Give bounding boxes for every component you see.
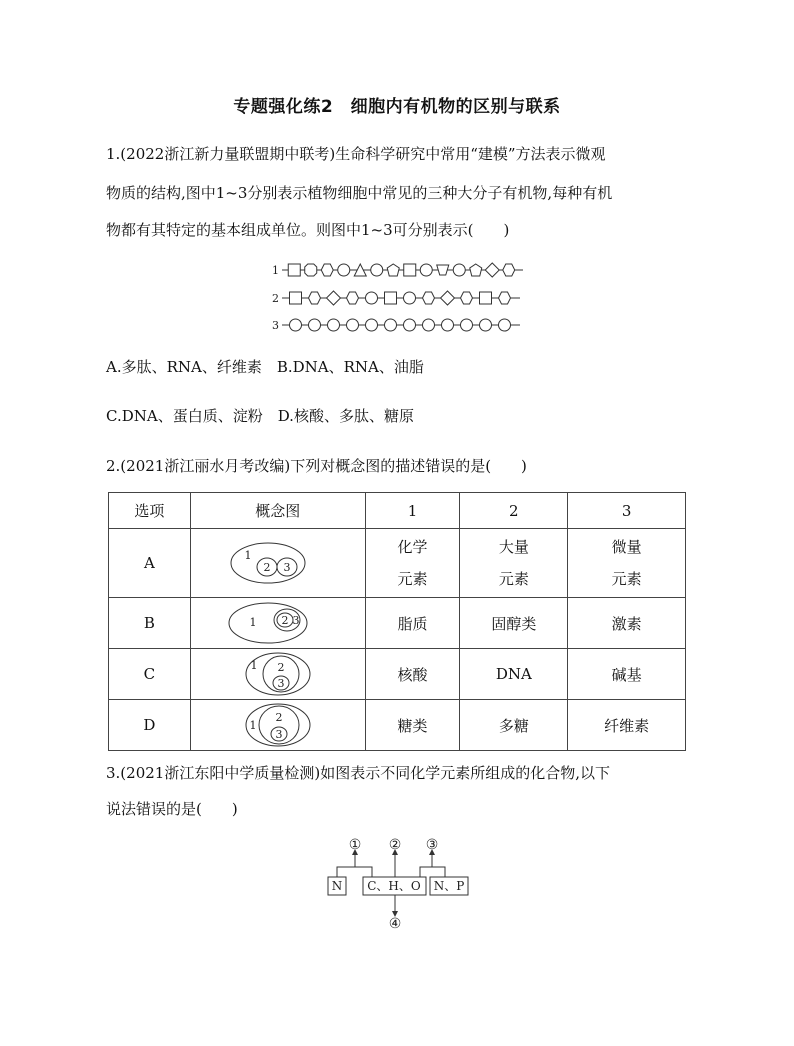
cell-3: 微量 bbox=[611, 538, 642, 556]
monomer-circ-icon bbox=[404, 319, 416, 331]
monomer-sq-icon bbox=[404, 264, 416, 276]
monomer-circ-icon bbox=[404, 292, 416, 304]
cell-3: 碱基 bbox=[568, 649, 686, 700]
table-row bbox=[109, 598, 686, 649]
box-cho: C、H、O bbox=[367, 879, 421, 893]
monomer-circ-icon bbox=[366, 292, 378, 304]
cell-2: 固醇类 bbox=[460, 598, 568, 649]
diagram-label-1: 1 bbox=[249, 616, 257, 629]
diagram-label-1: 1 bbox=[249, 719, 257, 732]
monomer-circ-icon bbox=[366, 319, 378, 331]
concept-diagram bbox=[190, 649, 365, 700]
monomer-circ-icon bbox=[453, 264, 465, 276]
diagram-label-3: 3 bbox=[292, 614, 300, 627]
q2-table bbox=[108, 492, 686, 751]
diagram-label-2: 2 bbox=[263, 561, 271, 574]
table-row bbox=[109, 529, 686, 598]
header-2: 2 bbox=[460, 493, 568, 529]
monomer-diam-icon bbox=[327, 291, 341, 305]
q1-options-cd: C.DNA、蛋白质、淀粉 D.核酸、多肽、糖原 bbox=[106, 407, 414, 425]
monomer-trap-icon bbox=[437, 265, 449, 275]
chain-label-1: 1 bbox=[272, 264, 279, 277]
cell-1: 化学 bbox=[397, 538, 428, 556]
monomer-sq-icon bbox=[288, 264, 300, 276]
compound-2-icon: ② bbox=[388, 837, 402, 853]
chain-label-2: 2 bbox=[272, 292, 279, 305]
cell-3: 纤维素 bbox=[568, 700, 686, 751]
q1-stem-line3: 物都有其特定的基本组成单位。则图中1~3可分别表示( ) bbox=[106, 221, 510, 239]
monomer-circ-icon bbox=[423, 319, 435, 331]
monomer-diam-icon bbox=[441, 291, 455, 305]
cell-3: 激素 bbox=[568, 598, 686, 649]
table-row bbox=[109, 649, 686, 700]
cell-2: 元素 bbox=[498, 570, 529, 588]
q1-stem-line2: 物质的结构,图中1~3分别表示植物细胞中常见的三种大分子有机物,每种有机 bbox=[106, 184, 613, 202]
monomer-pent-icon bbox=[470, 264, 482, 276]
monomer-hex-icon bbox=[503, 264, 515, 276]
cell-1: 脂质 bbox=[365, 598, 460, 649]
q3-element-diagram bbox=[320, 832, 480, 932]
concept-diagram bbox=[190, 700, 365, 751]
q2-stem: 2.(2021浙江丽水月考改编)下列对概念图的描述错误的是( ) bbox=[106, 457, 527, 475]
diagram-label-3: 3 bbox=[277, 677, 285, 690]
compound-4-icon: ④ bbox=[388, 916, 402, 932]
header-diagram: 概念图 bbox=[190, 493, 365, 529]
diagram-label-1: 1 bbox=[250, 659, 258, 672]
table-header-row bbox=[109, 493, 686, 529]
cell-1: 元素 bbox=[397, 570, 428, 588]
box-n: N bbox=[331, 879, 343, 893]
q3-stem-line1: 3.(2021浙江东阳中学质量检测)如图表示不同化学元素所组成的化合物,以下 bbox=[106, 764, 610, 782]
diagram-label-1: 1 bbox=[244, 549, 252, 562]
q1-molecule-chain-diagram bbox=[270, 258, 530, 338]
compound-3-icon: ③ bbox=[425, 837, 439, 853]
monomer-diam-icon bbox=[485, 263, 499, 277]
monomer-pent-icon bbox=[387, 264, 399, 276]
monomer-circ-icon bbox=[385, 319, 397, 331]
cell-2: 多糖 bbox=[460, 700, 568, 751]
monomer-hex-icon bbox=[309, 292, 321, 304]
monomer-circ-icon bbox=[328, 319, 340, 331]
monomer-circ-icon bbox=[371, 264, 383, 276]
monomer-hex-icon bbox=[499, 292, 511, 304]
monomer-hex-icon bbox=[321, 264, 333, 276]
diagram-label-2: 2 bbox=[281, 614, 289, 627]
diagram-label-2: 2 bbox=[277, 661, 285, 674]
header-option: 选项 bbox=[109, 493, 191, 529]
monomer-sq-icon bbox=[480, 292, 492, 304]
monomer-sq-icon bbox=[385, 292, 397, 304]
option-label: C bbox=[109, 649, 191, 700]
monomer-circ-icon bbox=[420, 264, 432, 276]
diagram-label-2: 2 bbox=[275, 711, 283, 724]
cell-2: DNA bbox=[460, 649, 568, 700]
cell-1: 糖类 bbox=[365, 700, 460, 751]
q3-stem-line2: 说法错误的是( ) bbox=[106, 800, 238, 818]
monomer-circ-icon bbox=[338, 264, 350, 276]
table-row bbox=[109, 700, 686, 751]
cell-1: 核酸 bbox=[365, 649, 460, 700]
option-label: D bbox=[109, 700, 191, 751]
monomer-circ-icon bbox=[290, 319, 302, 331]
monomer-circ-icon bbox=[480, 319, 492, 331]
header-1: 1 bbox=[365, 493, 460, 529]
cell-2: 大量 bbox=[498, 538, 529, 556]
monomer-hex-icon bbox=[423, 292, 435, 304]
page-title: 专题强化练2 细胞内有机物的区别与联系 bbox=[233, 97, 561, 117]
monomer-circ-icon bbox=[442, 319, 454, 331]
monomer-circ-icon bbox=[347, 319, 359, 331]
option-label: B bbox=[109, 598, 191, 649]
q1-options-ab: A.多肽、RNA、纤维素 B.DNA、RNA、油脂 bbox=[106, 358, 424, 376]
compound-1-icon: ① bbox=[348, 837, 362, 853]
concept-diagram bbox=[190, 598, 365, 649]
header-3: 3 bbox=[568, 493, 686, 529]
q1-stem-line1: 1.(2022浙江新力量联盟期中联考)生命科学研究中常用“建模”方法表示微观 bbox=[106, 145, 606, 163]
monomer-hex-icon bbox=[461, 292, 473, 304]
monomer-circ-icon bbox=[499, 319, 511, 331]
box-np: N、P bbox=[433, 879, 465, 893]
monomer-circ-icon bbox=[461, 319, 473, 331]
diagram-label-3: 3 bbox=[275, 728, 283, 741]
monomer-sq-icon bbox=[290, 292, 302, 304]
monomer-hex-icon bbox=[347, 292, 359, 304]
cell-3: 元素 bbox=[611, 570, 642, 588]
diagram-label-3: 3 bbox=[283, 561, 291, 574]
monomer-oct-icon bbox=[305, 264, 317, 276]
monomer-circ-icon bbox=[309, 319, 321, 331]
chain-label-3: 3 bbox=[272, 319, 279, 332]
option-label: A bbox=[109, 529, 191, 598]
concept-diagram bbox=[190, 529, 365, 598]
